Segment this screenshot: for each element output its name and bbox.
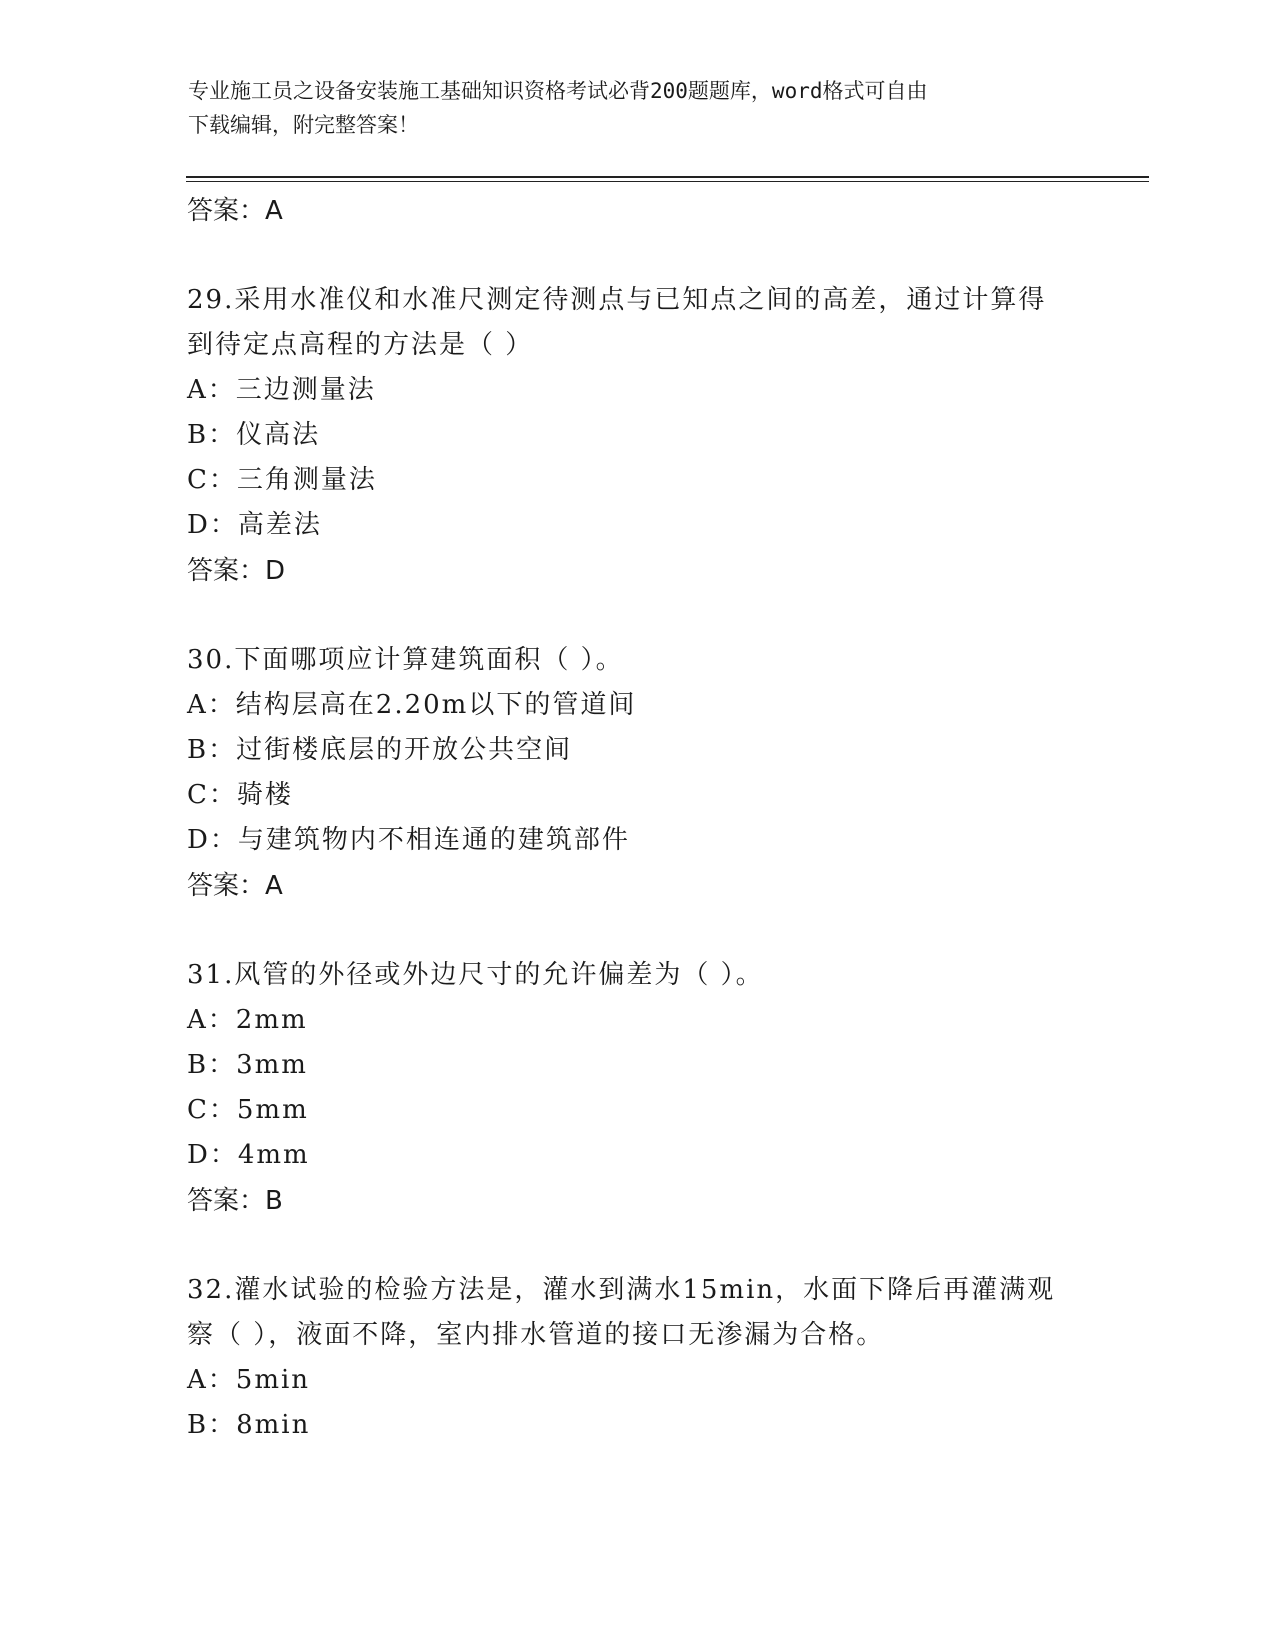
header-title-line-2: 下载编辑，附完整答案！ (188, 113, 419, 137)
question-stem (187, 1268, 1087, 1358)
stem-line: 到待定点高程的方法是（ ） (187, 330, 534, 360)
header-title-line-1: 专业施工员之设备安装施工基础知识资格考试必背200题题库，word格式可自由 (188, 79, 928, 103)
option-d: D：与建筑物内不相连通的建筑部件 (187, 825, 630, 855)
stem-line: 32.灌水试验的检验方法是，灌水到满水15min，水面下降后再灌满观 (187, 1275, 1056, 1305)
option-c: C：骑楼 (187, 780, 293, 810)
option-b: B：过街楼底层的开放公共空间 (187, 735, 573, 765)
question-32 (187, 1268, 1087, 1448)
stem-line: 30.下面哪项应计算建筑面积（ ）。 (187, 645, 624, 675)
document-header (188, 74, 1088, 142)
option-b: B：8min (187, 1410, 311, 1440)
option-d: D：4mm (187, 1140, 310, 1170)
option-c: C：三角测量法 (187, 465, 377, 495)
option-a: A：2mm (187, 1005, 308, 1035)
option-a: A：5min (187, 1365, 311, 1395)
question-stem (187, 638, 1087, 683)
header-divider-thin (186, 181, 1149, 182)
option-b: B：3mm (187, 1050, 308, 1080)
question-stem (187, 953, 1087, 998)
previous-answer: 答案：A (187, 196, 283, 226)
answer: 答案：D (187, 556, 286, 586)
option-d: D：高差法 (187, 510, 322, 540)
answer: 答案：A (187, 871, 283, 901)
option-b: B：仪高法 (187, 420, 321, 450)
option-a: A：三边测量法 (187, 375, 376, 405)
question-30 (187, 638, 1087, 909)
stem-line: 察（ ），液面不降，室内排水管道的接口无渗漏为合格。 (187, 1320, 885, 1350)
option-a: A：结构层高在2.20m以下的管道间 (187, 690, 637, 720)
question-29 (187, 278, 1087, 594)
stem-line: 31.风管的外径或外边尺寸的允许偏差为（ ）。 (187, 960, 764, 990)
answer: 答案：B (187, 1186, 283, 1216)
stem-line: 29.采用水准仪和水准尺测定待测点与已知点之间的高差，通过计算得 (187, 285, 1047, 315)
option-c: C：5mm (187, 1095, 309, 1125)
question-31 (187, 953, 1087, 1224)
question-stem (187, 278, 1087, 368)
header-divider (186, 176, 1149, 178)
question-list (187, 188, 1087, 1448)
